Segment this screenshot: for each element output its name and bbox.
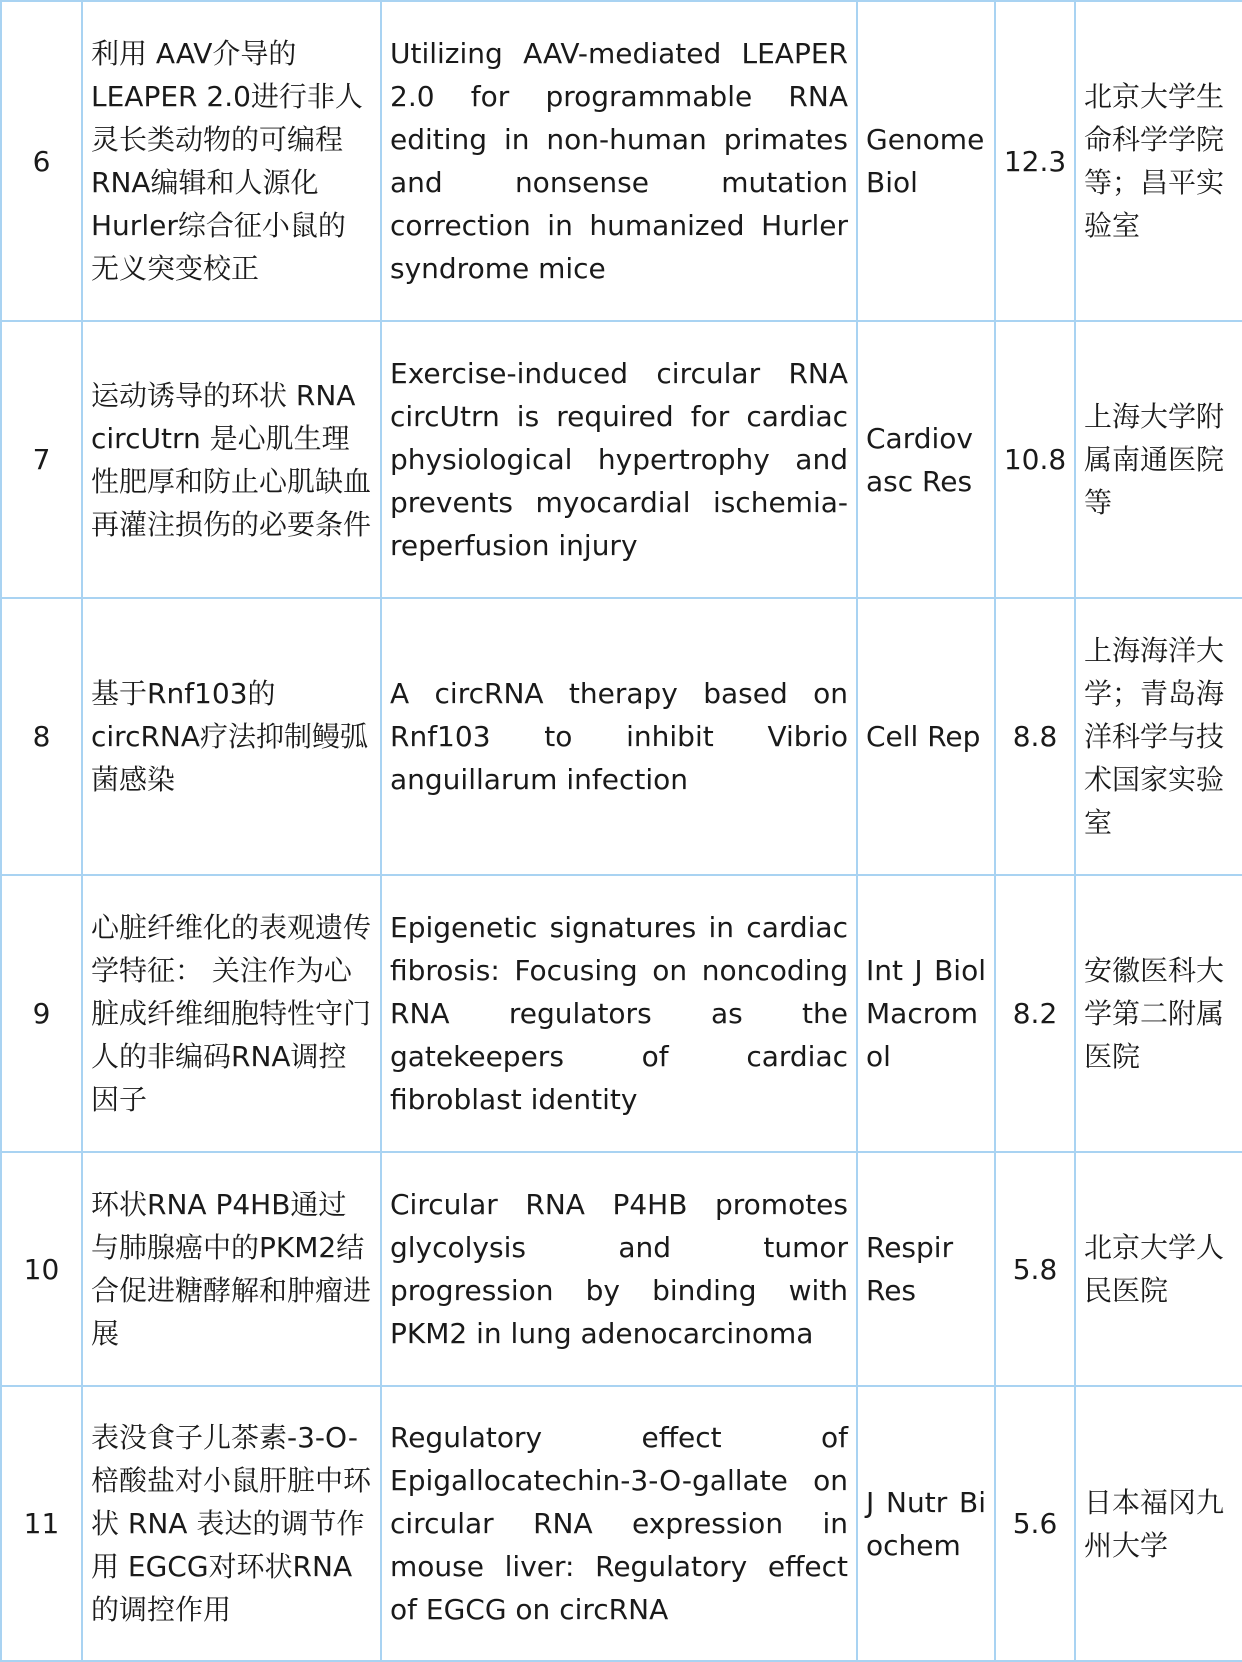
journal-name: Genome Biol <box>857 1 995 321</box>
institution: 上海海洋大学；青岛海洋科学与技术国家实验室 <box>1075 598 1242 875</box>
title-english: Epigenetic signatures in cardiac fibrosis: Focusing on noncoding RNA regulators as the gatekeepers of cardiac fibroblast identity <box>381 875 857 1152</box>
table-row <box>1 598 1242 875</box>
title-chinese: 基于Rnf103的circRNA疗法抑制鳗弧菌感染 <box>82 598 381 875</box>
impact-factor: 5.8 <box>995 1152 1075 1386</box>
row-number: 11 <box>1 1386 82 1661</box>
row-number: 9 <box>1 875 82 1152</box>
row-number: 8 <box>1 598 82 875</box>
journal-name: Cardiovasc Res <box>857 321 995 598</box>
title-chinese: 表没食子儿茶素-3-O-棓酸盐对小鼠肝脏中环状 RNA 表达的调节作用 EGCG对环状RNA的调控作用 <box>82 1386 381 1661</box>
journal-name: Int J Biol Macromol <box>857 875 995 1152</box>
title-chinese: 环状RNA P4HB通过与肺腺癌中的PKM2结合促进糖酵解和肿瘤进展 <box>82 1152 381 1386</box>
institution: 北京大学生命科学学院等；昌平实验室 <box>1075 1 1242 321</box>
journal-name: Cell Rep <box>857 598 995 875</box>
table-row <box>1 1386 1242 1661</box>
title-english: Regulatory effect of Epigallocatechin-3-O-gallate on circular RNA expression in mouse liver: Regulatory effect of EGCG on circRNA <box>381 1386 857 1661</box>
impact-factor: 10.8 <box>995 321 1075 598</box>
institution: 安徽医科大学第二附属医院 <box>1075 875 1242 1152</box>
impact-factor: 8.2 <box>995 875 1075 1152</box>
title-english: Exercise-induced circular RNA circUtrn is required for cardiac physiological hypertrophy and prevents myocardial ischemia-reperfusion injury <box>381 321 857 598</box>
table-row <box>1 1152 1242 1386</box>
table-row <box>1 321 1242 598</box>
row-number: 6 <box>1 1 82 321</box>
title-chinese: 运动诱导的环状 RNA circUtrn 是心肌生理性肥厚和防止心肌缺血再灌注损伤的必要条件 <box>82 321 381 598</box>
impact-factor: 5.6 <box>995 1386 1075 1661</box>
title-chinese: 利用 AAV介导的LEAPER 2.0进行非人灵长类动物的可编程RNA编辑和人源化Hurler综合征小鼠的无义突变校正 <box>82 1 381 321</box>
title-chinese: 心脏纤维化的表观遗传学特征： 关注作为心脏成纤维细胞特性守门人的非编码RNA调控因子 <box>82 875 381 1152</box>
title-english: A circRNA therapy based on Rnf103 to inhibit Vibrio anguillarum infection <box>381 598 857 875</box>
table-row <box>1 1 1242 321</box>
journal-name: J Nutr Biochem <box>857 1386 995 1661</box>
journal-name: Respir Res <box>857 1152 995 1386</box>
row-number: 7 <box>1 321 82 598</box>
impact-factor: 8.8 <box>995 598 1075 875</box>
title-english: Circular RNA P4HB promotes glycolysis and tumor progression by binding with PKM2 in lung adenocarcinoma <box>381 1152 857 1386</box>
institution: 日本福冈九州大学 <box>1075 1386 1242 1661</box>
title-english: Utilizing AAV-mediated LEAPER 2.0 for programmable RNA editing in non-human primates and nonsense mutation correction in humanized Hurler syndrome mice <box>381 1 857 321</box>
institution: 北京大学人民医院 <box>1075 1152 1242 1386</box>
table-row <box>1 875 1242 1152</box>
institution: 上海大学附属南通医院等 <box>1075 321 1242 598</box>
impact-factor: 12.3 <box>995 1 1075 321</box>
row-number: 10 <box>1 1152 82 1386</box>
